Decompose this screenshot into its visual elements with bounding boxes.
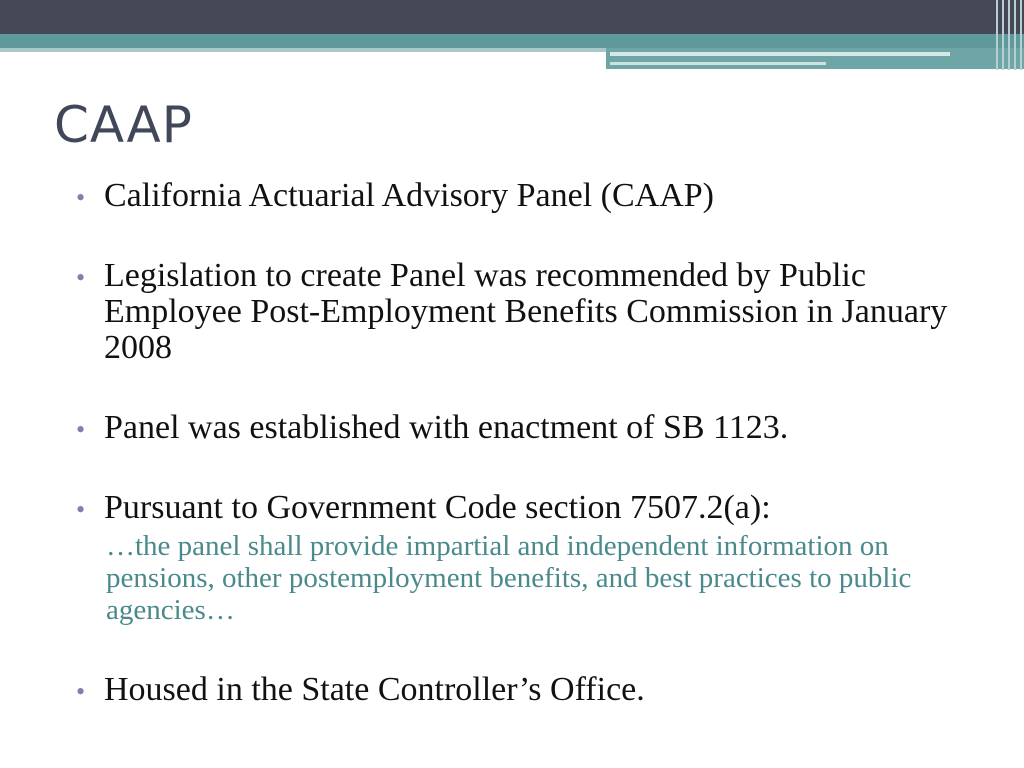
header-band-right-line [610, 52, 950, 56]
bullet-text: Legislation to create Panel was recommended by Public Employee Post-Employment Benefits Commission in January 2008 [104, 257, 948, 366]
header-band-right-line-short [610, 62, 826, 65]
bullet-marker: • [76, 263, 86, 292]
header-stripes [994, 0, 1024, 70]
bullet-text: Pursuant to Government Code section 7507.2(a): [104, 489, 771, 526]
bullet-item [76, 490, 976, 626]
bullet-marker: • [76, 183, 86, 212]
quoted-statute: …the panel shall provide impartial and independent information on pensions, other postemployment benefits, and best practices to public agencies… [106, 530, 912, 626]
bullet-item [76, 178, 976, 214]
bullet-list [76, 178, 976, 708]
bullet-item [76, 410, 976, 446]
header-band-accent [0, 48, 606, 52]
bullet-marker: • [76, 415, 86, 444]
header-band-dark [0, 0, 1024, 34]
bullet-text: Housed in the State Controller’s Office. [104, 671, 645, 708]
bullet-text: California Actuarial Advisory Panel (CAAP) [104, 177, 715, 214]
bullet-item [76, 258, 976, 366]
bullet-marker: • [76, 677, 86, 706]
header-band-teal [0, 34, 1024, 48]
bullet-item [76, 672, 976, 708]
bullet-marker: • [76, 495, 86, 524]
slide-title: CAAP [54, 96, 193, 154]
bullet-text: Panel was established with enactment of SB 1123. [104, 409, 789, 446]
